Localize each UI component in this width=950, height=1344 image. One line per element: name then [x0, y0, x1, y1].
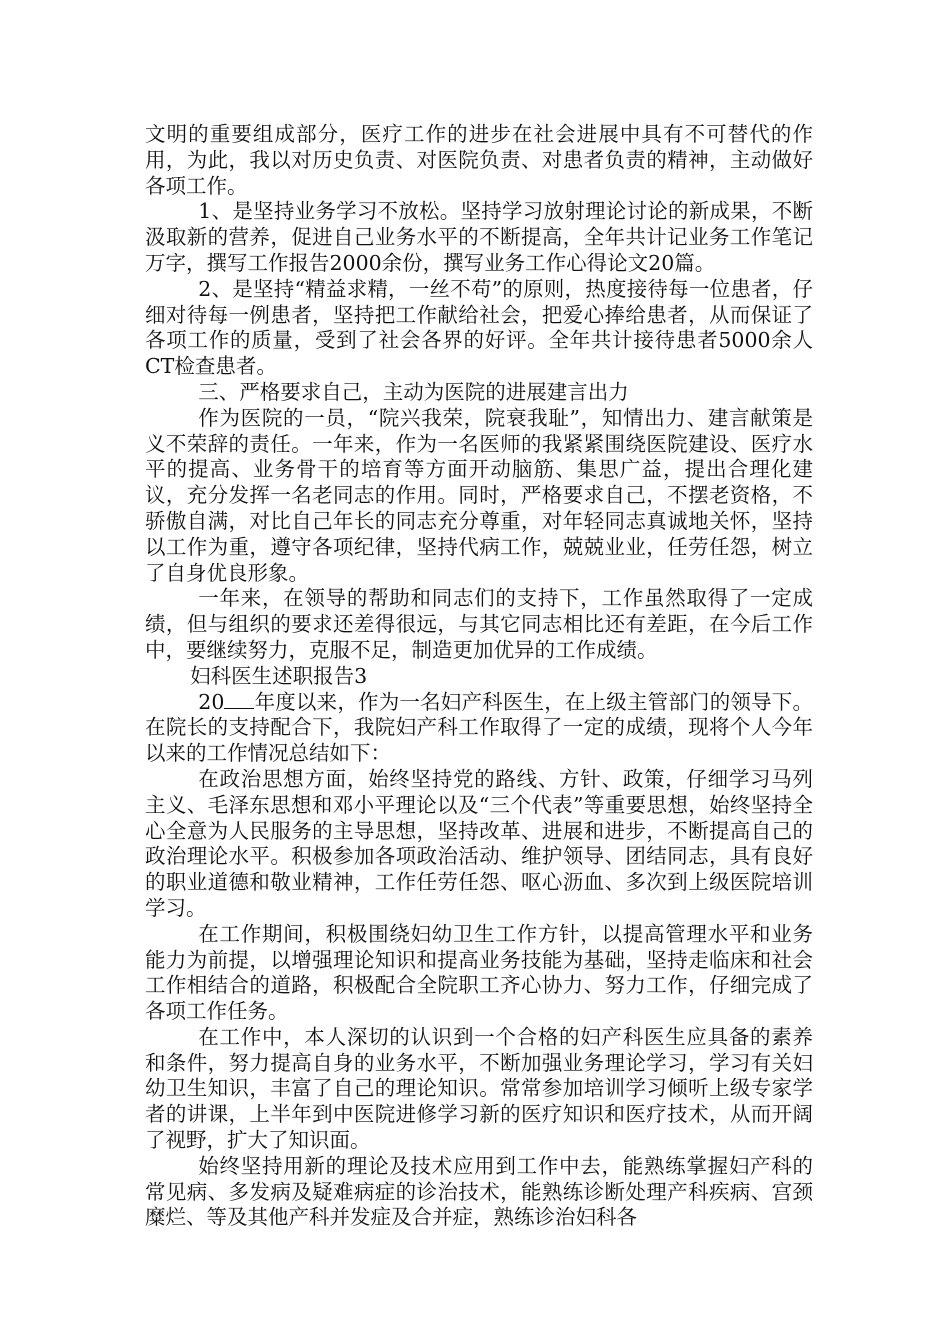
year-prefix: 20 [198, 689, 225, 714]
paragraph-item-1: 1、是坚持业务学习不放松。坚持学习放射理论讨论的新成果，不断汲取新的营养，促进自己业务水平的不断提高，全年共计记业务工作笔记万字，撰写工作报告2000余份，撰写业务工作心得论文20篇。 [145, 199, 813, 275]
year-intro-text: 年度以来，作为一名妇产科医生，在上级主管部门的领导下。在院长的支持配合下，我院妇产科工作取得了一定的成绩，现将个人今年以来的工作情况总结如下： [145, 689, 813, 766]
paragraph-member: 作为医院的一员，“院兴我荣，院衰我耻”，知情出力、建言献策是义不荣辞的责任。一年来，作为一名医师的我紧紧围绕医院建设、医疗水平的提高、业务骨干的培育等方面开动脑筋、集思广益，提出合理化建议，充分发挥一名老同志的作用。同时，严格要求自己，不摆老资格，不骄傲自满，对比自己年长的同志充分尊重，对年轻同志真诚地关怀，坚持以工作为重，遵守各项纪律，坚持代病工作，兢兢业业，任劳任怨，树立了自身优良形象。 [145, 405, 813, 585]
paragraph-learning: 在工作中，本人深切的认识到一个合格的妇产科医生应具备的素养和条件，努力提高自身的业务水平，不断加强业务理论学习，学习有关妇幼卫生知识，丰富了自己的理论知识。常常参加培训学习倾听上级专家学者的讲课，上半年到中医院进修学习新的医疗知识和医疗技术，从而开阔了视野，扩大了知识面。 [145, 1024, 813, 1153]
report-title: 妇科医生述职报告3 [190, 663, 368, 688]
year-blank [224, 692, 254, 709]
paragraph-techniques: 始终坚持用新的理论及技术应用到工作中去，能熟练掌握妇产科的常见病、多发病及疑难病症的诊治技术，能熟练诊断处理产科疾病、宫颈糜烂、等及其他产科并发症及合并症，熟练诊治妇科各 [145, 1153, 813, 1230]
paragraph-intro: 文明的重要组成部分，医疗工作的进步在社会进展中具有不可替代的作用，为此，我以对历史负责、对医院负责、对患者负责的精神，主动做好各项工作。 [145, 122, 813, 198]
section-heading-3: 三、严格要求自己，主动为医院的进展建言出力 [198, 379, 629, 404]
paragraph-year-intro [145, 690, 813, 767]
paragraph-work-period: 在工作期间，积极围绕妇幼卫生工作方针，以提高管理水平和业务能力为前提，以增强理论知识和提高业务技能为基础，坚持走临床和社会工作相结合的道路，积极配合全院职工齐心协力、努力工作，仔细完成了各项工作任务。 [145, 921, 813, 1024]
paragraph-political: 在政治思想方面，始终坚持党的路线、方针、政策，仔细学习马列主义、毛泽东思想和邓小平理论以及“三个代表”等重要思想，始终坚持全心全意为人民服务的主导思想，坚持改革、进展和进步，不断提高自己的政治理论水平。积极参加各项政治活动、维护领导、团结同志，具有良好的职业道德和敬业精神，工作任劳任怨、呕心沥血、多次到上级医院培训学习。 [145, 766, 813, 920]
document-page [145, 122, 813, 1231]
paragraph-summary: 一年来，在领导的帮助和同志们的支持下，工作虽然取得了一定成绩，但与组织的要求还差得很远，与其它同志相比还有差距，在今后工作中，要继续努力，克服不足，制造更加优异的工作成绩。 [145, 586, 813, 662]
paragraph-item-2: 2、是坚持“精益求精，一丝不苟”的原则，热度接待每一位患者，仔细对待每一例患者，坚持把工作献给社会，把爱心捧给患者，从而保证了各项工作的质量，受到了社会各界的好评。全年共计接待患者5000余人CT检查患者。 [145, 276, 813, 379]
